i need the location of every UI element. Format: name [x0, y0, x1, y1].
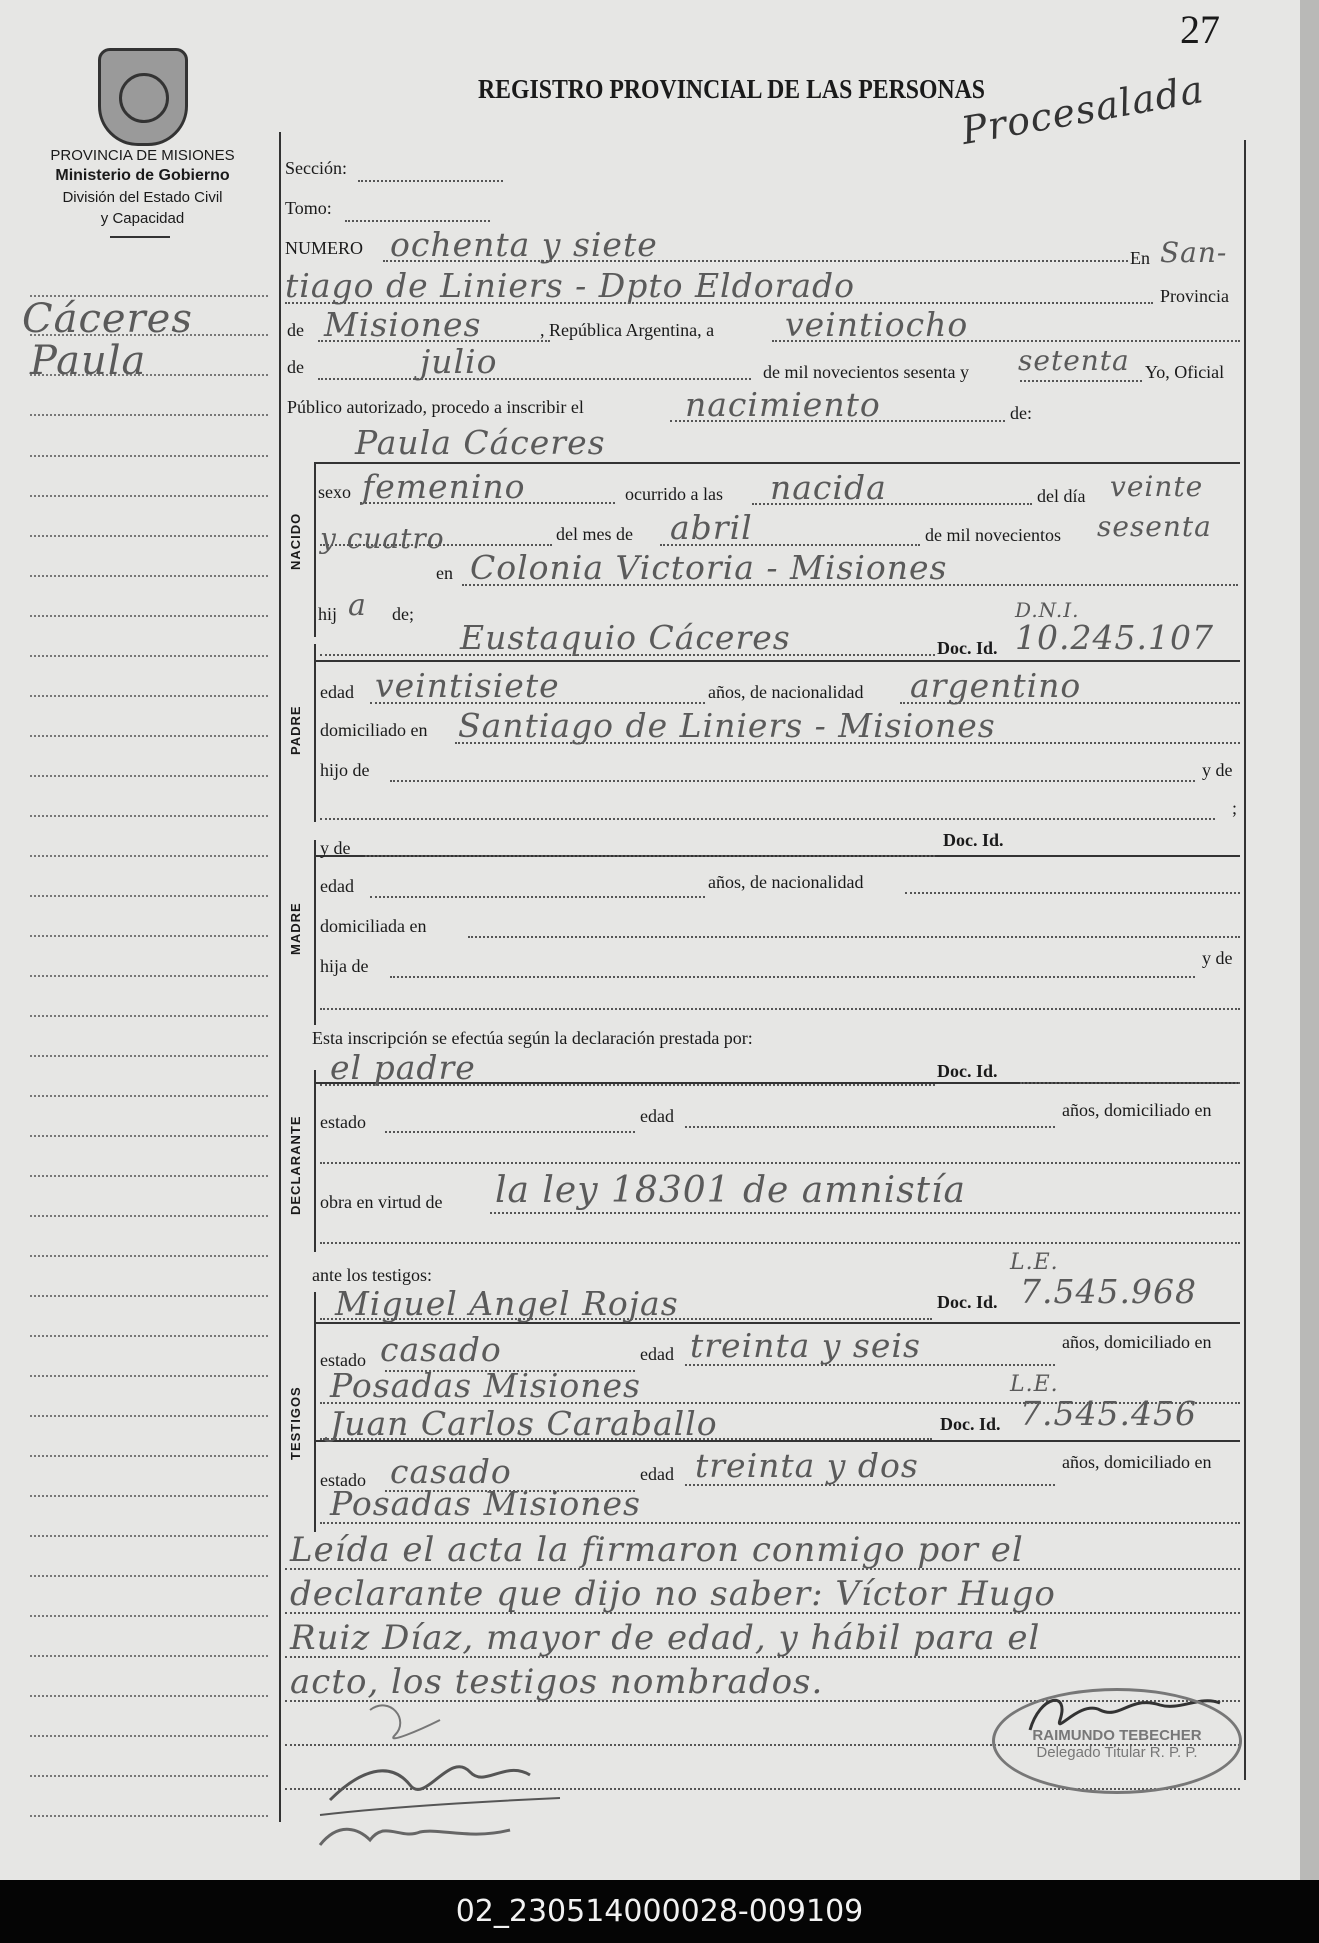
madre-left-rule — [314, 840, 316, 1025]
image-id-caption: 02_230514000028-009109 — [0, 1880, 1319, 1943]
nacido-section-label: NACIDO — [288, 512, 303, 570]
declarante-anios-label: años, domiciliado en — [1062, 1100, 1212, 1120]
margin-line — [30, 1015, 268, 1017]
seccion-label: Sección: — [285, 158, 347, 178]
declarante-nombre: el padre — [330, 1048, 476, 1087]
margin-line — [30, 1335, 268, 1337]
anio-value: setenta — [1018, 344, 1130, 377]
testigo1-domicilio: Posadas Misiones — [330, 1366, 641, 1405]
margin-line — [30, 775, 268, 777]
margin-line — [30, 1495, 268, 1497]
testigo1-doc-label: Doc. Id. — [937, 1292, 998, 1312]
testigo1-edad: treinta y seis — [690, 1326, 921, 1365]
de-nac-label: de; — [392, 604, 414, 624]
republica-label: , República Argentina, a — [540, 320, 715, 340]
closing-text-3: Ruiz Díaz, mayor de edad, y hábil para el — [290, 1618, 1041, 1658]
madre-edad-line — [370, 896, 705, 898]
stamp-title: Delegado Titular R. P. P. — [1036, 1744, 1198, 1761]
register-title: REGISTRO PROVINCIAL DE LAS PERSONAS — [478, 74, 985, 104]
margin-line — [30, 1455, 268, 1457]
testigo2-nombre: Juan Carlos Caraballo — [330, 1404, 718, 1443]
testigo2-doc-type: L.E. — [1010, 1372, 1059, 1397]
margin-line — [30, 1655, 268, 1657]
margin-line — [30, 495, 268, 497]
margin-line — [30, 895, 268, 897]
numero-value: ochenta y siete — [390, 225, 658, 264]
ocurrido-label: ocurrido a las — [625, 484, 723, 504]
testigo2-edad-label: edad — [640, 1464, 674, 1484]
margin-line — [30, 1815, 268, 1817]
margin-line — [30, 1575, 268, 1577]
madre-doc-label: Doc. Id. — [943, 830, 1004, 850]
margin-line — [30, 815, 268, 817]
hij-value: a — [348, 588, 367, 623]
en-label: En — [1130, 248, 1150, 268]
testigo2-anios-label: años, domiciliado en — [1062, 1452, 1212, 1472]
form-right-border — [1244, 140, 1246, 1780]
margin-surname: Cáceres — [22, 296, 193, 342]
hora-value: nacida — [770, 468, 887, 507]
madre-y-de2-label: y de — [1202, 948, 1233, 968]
mil-label: de mil novecientos sesenta y — [763, 362, 969, 382]
declarante-estado-label: estado — [320, 1112, 366, 1132]
ante-testigos-label: ante los testigos: — [312, 1265, 432, 1285]
sexo-value: femenino — [362, 467, 526, 506]
margin-line — [30, 975, 268, 977]
tomo-field — [345, 220, 490, 222]
margin-line — [30, 1055, 268, 1057]
testigo2-estado-label: estado — [320, 1470, 366, 1490]
padre-left-rule — [314, 644, 316, 822]
testigo2-edad: treinta y dos — [695, 1446, 919, 1485]
page-number: 27 — [1180, 7, 1220, 52]
obra-label: obra en virtud de — [320, 1192, 443, 1212]
madre-extra-line — [320, 1008, 1240, 1010]
padre-domicilio-label: domiciliado en — [320, 720, 428, 740]
padre-edad-value: veintisiete — [375, 666, 560, 705]
dia-nac-value: veinte — [1110, 470, 1204, 503]
testigo2-doc: 7.545.456 — [1020, 1394, 1197, 1433]
padre-hijo-label: hijo de — [320, 760, 370, 780]
madre-nac-line — [905, 892, 1240, 894]
padre-hijo-line — [390, 780, 1195, 782]
declarante-doc-line — [1020, 1082, 1240, 1084]
testigo1-anios-label: años, domiciliado en — [1062, 1332, 1212, 1352]
padre-nac-label: años, de nacionalidad — [708, 682, 864, 702]
margin-line — [30, 735, 268, 737]
madre-domicilio-label: domiciliada en — [320, 916, 427, 936]
inscribed-name: Paula Cáceres — [355, 423, 606, 462]
mes-value: julio — [420, 342, 498, 381]
madre-hija-line — [390, 976, 1195, 978]
margin-line — [30, 1535, 268, 1537]
testigo2-domicilio: Posadas Misiones — [330, 1484, 641, 1523]
margin-line — [30, 935, 268, 937]
province-name: PROVINCIA DE MISIONES — [50, 147, 235, 164]
del-dia-label: del día — [1037, 486, 1086, 506]
anio-nac-value: sesenta — [1097, 510, 1212, 543]
official-stamp — [992, 1688, 1242, 1794]
margin-line — [30, 1415, 268, 1417]
madre-nac-label: años, de nacionalidad — [708, 872, 864, 892]
margin-line — [30, 1735, 268, 1737]
margin-line — [30, 414, 268, 416]
margin-line — [30, 1095, 268, 1097]
ministry-name: Ministerio de Gobierno — [55, 167, 230, 184]
madre-hija-label: hija de — [320, 956, 369, 976]
margin-line — [30, 1295, 268, 1297]
processed-annotation: Procesalada — [958, 67, 1208, 153]
declarante-domicilio-line — [320, 1162, 1240, 1164]
declarante-edad-label: edad — [640, 1106, 674, 1126]
padre-semicolon: ; — [1232, 798, 1238, 818]
form-left-border — [279, 132, 281, 1822]
madre-domicilio-line — [468, 936, 1240, 938]
margin-line — [30, 615, 268, 617]
declarante-estado-line — [385, 1131, 635, 1133]
margin-line — [30, 1135, 268, 1137]
page-edge — [1300, 0, 1319, 1880]
padre-domicilio-value: Santiago de Liniers - Misiones — [458, 706, 996, 745]
testigo2-doc-label: Doc. Id. — [940, 1414, 1001, 1434]
en-value: San- — [1160, 236, 1228, 269]
dia-nac-cont: y cuatro — [320, 522, 445, 555]
provincia-value: Misiones — [324, 305, 482, 344]
seccion-field — [358, 180, 503, 182]
padre-nac-value: argentino — [910, 666, 1082, 705]
closing-text-2: declarante que dijo no saber: Víctor Hugo — [290, 1574, 1056, 1614]
nacido-left-rule — [314, 462, 316, 637]
nacido-top-rule — [315, 462, 1240, 464]
division-name: División del Estado Civil — [62, 189, 223, 206]
acto-value: nacimiento — [685, 385, 881, 424]
witness-signatures — [300, 1690, 600, 1850]
declaracion-label: Esta inscripción se efectúa según la declaración prestada por: — [312, 1028, 753, 1048]
yo-label: Yo, Oficial — [1145, 362, 1225, 382]
declarante-doc-label: Doc. Id. — [937, 1061, 998, 1081]
mes-nac-value: abril — [670, 508, 753, 547]
padre-edad-label: edad — [320, 682, 354, 702]
lugar-nac-value: Colonia Victoria - Misiones — [470, 548, 948, 587]
closing-text-4: acto, los testigos nombrados. — [290, 1662, 824, 1702]
margin-line — [30, 1695, 268, 1697]
declarante-edad-line — [685, 1126, 1055, 1128]
stamp-name: RAIMUNDO TEBECHER — [1032, 1727, 1202, 1744]
padre-y-de-label: y de — [1202, 760, 1233, 780]
padre-nombre: Eustaquio Cáceres — [460, 618, 791, 657]
margin-line — [30, 1615, 268, 1617]
de-colon-label: de: — [1010, 403, 1032, 423]
testigo1-doc: 7.545.968 — [1020, 1272, 1197, 1311]
madre-nombre-line — [365, 855, 935, 857]
declarante-left-rule — [314, 1070, 316, 1252]
margin-line — [30, 1375, 268, 1377]
margin-line — [30, 575, 268, 577]
mes-line — [318, 378, 751, 380]
margin-line — [30, 1255, 268, 1257]
mil-nac-label: de mil novecientos — [925, 525, 1061, 545]
margin-given-name: Paula — [30, 338, 147, 384]
testigo1-edad-label: edad — [640, 1344, 674, 1364]
margin-line — [30, 855, 268, 857]
margin-line — [30, 1175, 268, 1177]
testigos-section-label: TESTIGOS — [288, 1386, 303, 1460]
publico-label: Público autorizado, procedo a inscribir el — [287, 397, 584, 417]
header-divider — [110, 236, 170, 238]
testigos-left-rule — [314, 1292, 316, 1532]
obra-value: la ley 18301 de amnistía — [495, 1170, 966, 1211]
sexo-label: sexo — [318, 482, 351, 502]
padre-doc-type: D.N.I. — [1015, 598, 1080, 622]
testigo1-estado: casado — [380, 1330, 502, 1369]
testigo1-nombre: Miguel Angel Rojas — [335, 1284, 679, 1323]
margin-line — [30, 1215, 268, 1217]
hij-label: hij — [318, 604, 338, 624]
tomo-label: Tomo: — [285, 198, 332, 218]
padre-doc-value: 10.245.107 — [1015, 618, 1214, 657]
anio-line — [1020, 380, 1142, 382]
closing-text-1: Leída el acta la firmaron conmigo por el — [290, 1530, 1024, 1570]
madre-edad-label: edad — [320, 876, 354, 896]
padre-doc-label: Doc. Id. — [937, 638, 998, 658]
margin-line — [30, 1775, 268, 1777]
numero-label: NUMERO — [285, 238, 364, 258]
margin-line — [30, 455, 268, 457]
padre-top-rule — [315, 660, 1240, 662]
declarante-section-label: DECLARANTE — [288, 1115, 303, 1215]
margin-line — [30, 695, 268, 697]
testigo1-doc-type: L.E. — [1010, 1250, 1059, 1275]
obra-extra-line — [320, 1242, 1240, 1244]
dia-value: veintiocho — [785, 305, 969, 344]
padre-section-label: PADRE — [288, 705, 303, 755]
de-label-2: de — [287, 357, 304, 377]
lugar-value: tiago de Liniers - Dpto Eldorado — [285, 266, 856, 305]
division-name-cont: y Capacidad — [100, 210, 185, 227]
testigo1-estado-label: estado — [320, 1350, 366, 1370]
padre-madre-line — [320, 818, 1215, 820]
provincia-label: Provincia — [1160, 286, 1229, 306]
madre-section-label: MADRE — [288, 902, 303, 955]
margin-line — [30, 655, 268, 657]
de-label: de — [287, 320, 304, 340]
en-nac-label: en — [436, 563, 453, 583]
madre-y-de-label: y de — [320, 838, 351, 858]
province-seal-icon — [98, 48, 188, 146]
testigo2-estado: casado — [390, 1452, 512, 1491]
obra-line — [490, 1212, 1240, 1214]
mes-label: del mes de — [556, 524, 633, 544]
margin-line — [30, 535, 268, 537]
